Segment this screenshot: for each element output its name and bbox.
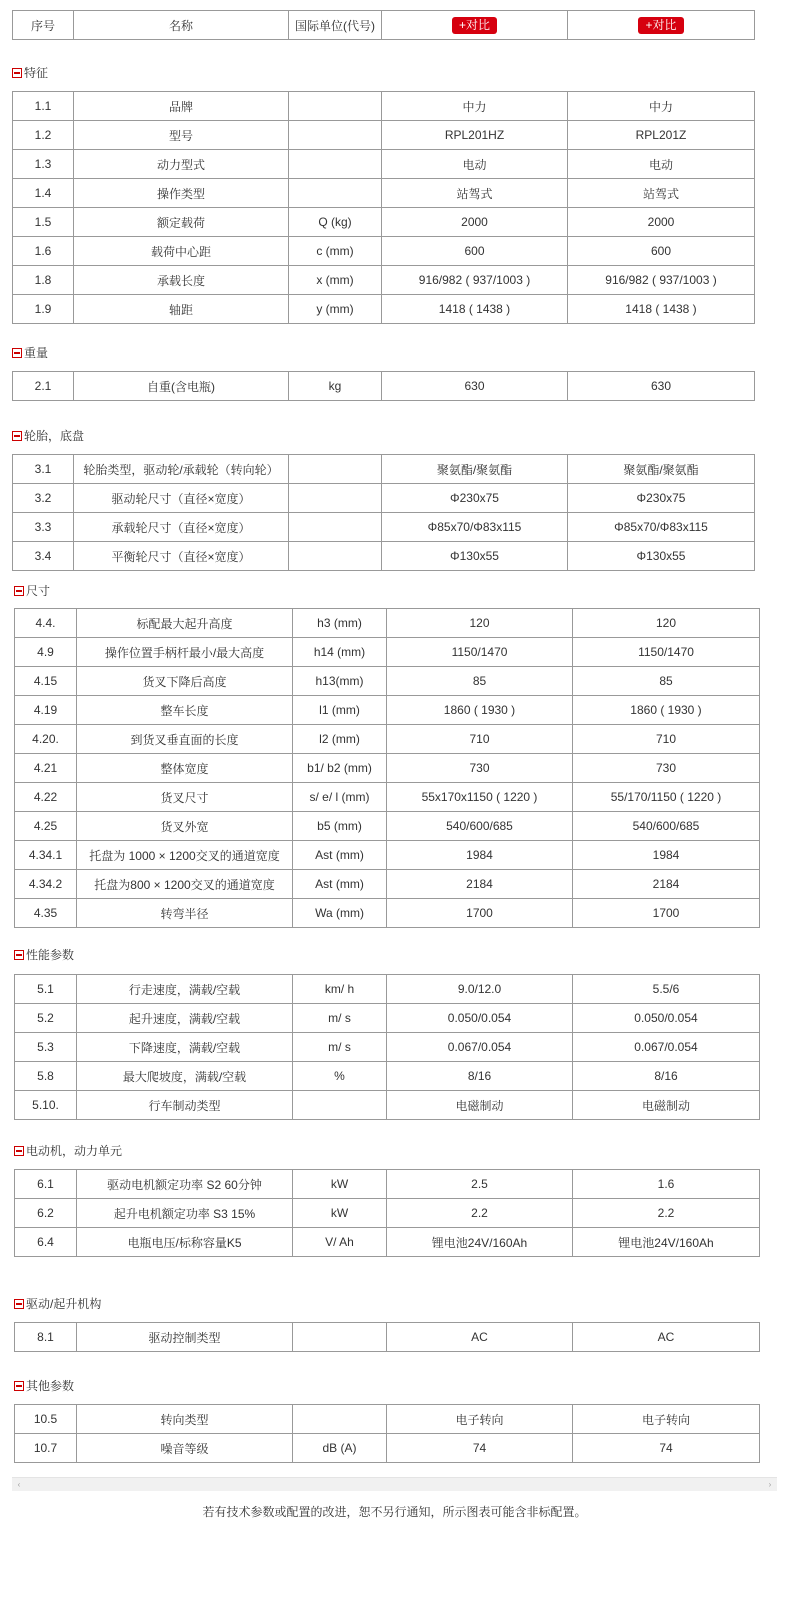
cell-no: 4.20.: [15, 725, 77, 754]
table-row: [15, 1091, 760, 1120]
cell-no: 1.4: [13, 179, 74, 208]
cell-no: 4.4.: [15, 609, 77, 638]
cell-b: 聚氨酯/聚氨酯: [568, 455, 755, 484]
cell-no: 1.8: [13, 266, 74, 295]
cell-no: 4.22: [15, 783, 77, 812]
cell-name: 托盘为 1000 × 1200交叉的通道宽度: [77, 841, 293, 870]
cell-unit: km/ h: [293, 975, 387, 1004]
spec-table: [12, 371, 755, 401]
cell-b: 540/600/685: [573, 812, 760, 841]
cell-unit: h13(mm): [293, 667, 387, 696]
spec-table: [14, 1404, 760, 1463]
table-row: [15, 1033, 760, 1062]
cell-name: 转向类型: [77, 1405, 293, 1434]
cell-a: 电子转向: [387, 1405, 573, 1434]
cell-b: 916/982 ( 937/1003 ): [568, 266, 755, 295]
cell-unit: h3 (mm): [293, 609, 387, 638]
cell-b: 8/16: [573, 1062, 760, 1091]
cell-no: 4.34.1: [15, 841, 77, 870]
table-row: [15, 667, 760, 696]
cell-name: 整车长度: [77, 696, 293, 725]
cell-a: 电动: [382, 150, 568, 179]
cell-b: 0.067/0.054: [573, 1033, 760, 1062]
section-title: 尺寸: [26, 584, 51, 598]
cell-b: 120: [573, 609, 760, 638]
cell-a: RPL201HZ: [382, 121, 568, 150]
spec-table: [14, 608, 760, 928]
cell-no: 1.9: [13, 295, 74, 324]
cell-b: 600: [568, 237, 755, 266]
cell-name: 行走速度，满载/空载: [77, 975, 293, 1004]
cell-name: 行车制动类型: [77, 1091, 293, 1120]
cell-unit: l2 (mm): [293, 725, 387, 754]
table-row: [13, 513, 755, 542]
cell-unit: s/ e/ l (mm): [293, 783, 387, 812]
section-heading[interactable]: [14, 948, 74, 962]
cell-name: 驱动电机额定功率 S2 60分钟: [77, 1170, 293, 1199]
table-row: [15, 975, 760, 1004]
scroll-right-icon[interactable]: ›: [768, 1480, 772, 1489]
cell-a: Φ230x75: [382, 484, 568, 513]
cell-b: 1418 ( 1438 ): [568, 295, 755, 324]
cell-b: 电动: [568, 150, 755, 179]
cell-unit: h14 (mm): [293, 638, 387, 667]
section-heading[interactable]: [12, 66, 48, 80]
cell-a: 8/16: [387, 1062, 573, 1091]
spec-table: [14, 1322, 760, 1352]
table-row: [13, 179, 755, 208]
cell-name: 自重(含电瓶): [74, 372, 289, 401]
collapse-icon[interactable]: [12, 68, 22, 78]
cell-unit: b5 (mm): [293, 812, 387, 841]
table-row: [15, 1228, 760, 1257]
cell-unit: kg: [289, 372, 382, 401]
cell-unit: c (mm): [289, 237, 382, 266]
header-row: [13, 11, 755, 40]
cell-no: 5.10.: [15, 1091, 77, 1120]
cell-name: 转弯半径: [77, 899, 293, 928]
section-title: 电动机，动力单元: [26, 1144, 123, 1158]
cell-a: 120: [387, 609, 573, 638]
cell-name: 货叉外宽: [77, 812, 293, 841]
cell-b: AC: [573, 1323, 760, 1352]
cell-b: 2000: [568, 208, 755, 237]
cell-no: 3.4: [13, 542, 74, 571]
cell-unit: V/ Ah: [293, 1228, 387, 1257]
table-row: [15, 1323, 760, 1352]
table-row: [15, 638, 760, 667]
cell-no: 6.2: [15, 1199, 77, 1228]
cell-unit: dB (A): [293, 1434, 387, 1463]
cell-name: 货叉下降后高度: [77, 667, 293, 696]
cell-no: 1.3: [13, 150, 74, 179]
cell-unit: %: [293, 1062, 387, 1091]
table-row: [15, 841, 760, 870]
header-unit: 国际单位(代号): [289, 11, 382, 40]
section-title: 轮胎，底盘: [24, 429, 85, 443]
cell-unit: [289, 513, 382, 542]
cell-a: 站驾式: [382, 179, 568, 208]
cell-unit: m/ s: [293, 1033, 387, 1062]
horizontal-scrollbar[interactable]: [12, 1477, 777, 1491]
cell-no: 3.1: [13, 455, 74, 484]
cell-a: 600: [382, 237, 568, 266]
cell-name: 品牌: [74, 92, 289, 121]
cell-unit: y (mm): [289, 295, 382, 324]
collapse-icon[interactable]: [12, 431, 22, 441]
cell-no: 3.2: [13, 484, 74, 513]
cell-no: 4.21: [15, 754, 77, 783]
cell-b: 55/170/1150 ( 1220 ): [573, 783, 760, 812]
cell-name: 操作类型: [74, 179, 289, 208]
cell-no: 10.5: [15, 1405, 77, 1434]
collapse-icon[interactable]: [14, 1381, 24, 1391]
cell-unit: Ast (mm): [293, 841, 387, 870]
cell-name: 额定载荷: [74, 208, 289, 237]
cell-name: 起升速度，满载/空载: [77, 1004, 293, 1033]
section-title: 性能参数: [26, 948, 75, 962]
cell-name: 整体宽度: [77, 754, 293, 783]
cell-a: 2184: [387, 870, 573, 899]
section-title: 特征: [24, 66, 49, 80]
cell-unit: [289, 455, 382, 484]
cell-no: 1.1: [13, 92, 74, 121]
cell-name: 驱动轮尺寸（直径×宽度）: [74, 484, 289, 513]
cell-unit: Ast (mm): [293, 870, 387, 899]
cell-no: 3.3: [13, 513, 74, 542]
header-name: 名称: [74, 11, 289, 40]
section-heading[interactable]: [14, 1144, 122, 1158]
table-row: [13, 372, 755, 401]
spec-table: [12, 454, 755, 571]
cell-a: 0.067/0.054: [387, 1033, 573, 1062]
table-row: [15, 870, 760, 899]
cell-unit: [289, 150, 382, 179]
cell-no: 4.25: [15, 812, 77, 841]
cell-no: 2.1: [13, 372, 74, 401]
table-row: [13, 484, 755, 513]
cell-unit: x (mm): [289, 266, 382, 295]
section-heading[interactable]: [14, 1379, 74, 1393]
cell-b: 710: [573, 725, 760, 754]
cell-b: 1.6: [573, 1170, 760, 1199]
cell-no: 5.8: [15, 1062, 77, 1091]
cell-no: 4.15: [15, 667, 77, 696]
cell-unit: [289, 179, 382, 208]
cell-b: 85: [573, 667, 760, 696]
cell-a: Φ130x55: [382, 542, 568, 571]
cell-a: 1418 ( 1438 ): [382, 295, 568, 324]
scroll-left-icon[interactable]: ‹: [17, 1480, 21, 1489]
cell-a: 中力: [382, 92, 568, 121]
cell-unit: l1 (mm): [293, 696, 387, 725]
cell-b: 1984: [573, 841, 760, 870]
table-row: [15, 725, 760, 754]
cell-b: 锂电池24V/160Ah: [573, 1228, 760, 1257]
cell-unit: kW: [293, 1199, 387, 1228]
header-no: 序号: [13, 11, 74, 40]
cell-a: 710: [387, 725, 573, 754]
cell-b: RPL201Z: [568, 121, 755, 150]
table-row: [13, 542, 755, 571]
table-row: [15, 783, 760, 812]
cell-b: 站驾式: [568, 179, 755, 208]
cell-a: 1150/1470: [387, 638, 573, 667]
cell-a: 聚氨酯/聚氨酯: [382, 455, 568, 484]
cell-a: 916/982 ( 937/1003 ): [382, 266, 568, 295]
cell-a: 1700: [387, 899, 573, 928]
cell-unit: kW: [293, 1170, 387, 1199]
cell-b: 5.5/6: [573, 975, 760, 1004]
section-title: 驱动/起升机构: [26, 1297, 102, 1311]
cell-a: AC: [387, 1323, 573, 1352]
cell-name: 托盘为800 × 1200交叉的通道宽度: [77, 870, 293, 899]
cell-b: 2184: [573, 870, 760, 899]
cell-a: 0.050/0.054: [387, 1004, 573, 1033]
cell-b: 1150/1470: [573, 638, 760, 667]
table-row: [13, 237, 755, 266]
cell-name: 承载长度: [74, 266, 289, 295]
cell-no: 6.1: [15, 1170, 77, 1199]
cell-name: 型号: [74, 121, 289, 150]
cell-unit: b1/ b2 (mm): [293, 754, 387, 783]
cell-no: 5.2: [15, 1004, 77, 1033]
cell-a: 730: [387, 754, 573, 783]
section-title: 重量: [24, 346, 49, 360]
cell-no: 8.1: [15, 1323, 77, 1352]
table-row: [15, 1405, 760, 1434]
cell-name: 噪音等级: [77, 1434, 293, 1463]
cell-no: 5.1: [15, 975, 77, 1004]
cell-unit: [293, 1323, 387, 1352]
cell-b: 1700: [573, 899, 760, 928]
cell-unit: [293, 1091, 387, 1120]
table-row: [13, 121, 755, 150]
table-row: [15, 1062, 760, 1091]
cell-unit: [289, 484, 382, 513]
cell-b: 0.050/0.054: [573, 1004, 760, 1033]
cell-b: 2.2: [573, 1199, 760, 1228]
cell-no: 4.34.2: [15, 870, 77, 899]
table-row: [15, 899, 760, 928]
cell-unit: Wa (mm): [293, 899, 387, 928]
cell-a: 74: [387, 1434, 573, 1463]
table-row: [13, 455, 755, 484]
table-row: [15, 812, 760, 841]
cell-name: 轴距: [74, 295, 289, 324]
cell-name: 电瓶电压/标称容量K5: [77, 1228, 293, 1257]
collapse-icon[interactable]: [14, 950, 24, 960]
cell-no: 6.4: [15, 1228, 77, 1257]
cell-b: 1860 ( 1930 ): [573, 696, 760, 725]
header-model-b: [568, 11, 755, 40]
cell-unit: [293, 1405, 387, 1434]
cell-a: 55x170x1150 ( 1220 ): [387, 783, 573, 812]
cell-name: 标配最大起升高度: [77, 609, 293, 638]
cell-no: 1.5: [13, 208, 74, 237]
cell-name: 最大爬坡度，满载/空载: [77, 1062, 293, 1091]
cell-b: 74: [573, 1434, 760, 1463]
cell-name: 货叉尺寸: [77, 783, 293, 812]
header-model-a: [382, 11, 568, 40]
cell-name: 载荷中心距: [74, 237, 289, 266]
cell-name: 到货叉垂直面的长度: [77, 725, 293, 754]
cell-name: 操作位置手柄杆最小/最大高度: [77, 638, 293, 667]
section-heading[interactable]: [12, 429, 84, 443]
table-row: [15, 1170, 760, 1199]
cell-unit: [289, 92, 382, 121]
table-row: [15, 754, 760, 783]
cell-unit: m/ s: [293, 1004, 387, 1033]
cell-b: 630: [568, 372, 755, 401]
table-row: [13, 208, 755, 237]
compare-button-a[interactable]: +对比: [452, 17, 497, 34]
table-row: [15, 696, 760, 725]
table-row: [13, 266, 755, 295]
footer-note: 若有技术参数或配置的改进，恕不另行通知，所示图表可能含非标配置。: [202, 1505, 587, 1519]
collapse-icon[interactable]: [14, 1299, 24, 1309]
cell-name: 下降速度，满载/空载: [77, 1033, 293, 1062]
section-heading[interactable]: [12, 346, 48, 360]
table-row: [13, 295, 755, 324]
collapse-icon[interactable]: [14, 1146, 24, 1156]
cell-a: Φ85x70/Φ83x115: [382, 513, 568, 542]
cell-unit: [289, 542, 382, 571]
cell-a: 630: [382, 372, 568, 401]
section-title: 其他参数: [26, 1379, 75, 1393]
cell-a: 2.5: [387, 1170, 573, 1199]
cell-a: 2000: [382, 208, 568, 237]
collapse-icon[interactable]: [14, 586, 24, 596]
table-row: [15, 1004, 760, 1033]
cell-a: 电磁制动: [387, 1091, 573, 1120]
cell-a: 85: [387, 667, 573, 696]
cell-name: 动力型式: [74, 150, 289, 179]
cell-no: 4.19: [15, 696, 77, 725]
compare-button-b[interactable]: +对比: [638, 17, 683, 34]
cell-no: 1.6: [13, 237, 74, 266]
cell-a: 9.0/12.0: [387, 975, 573, 1004]
section-heading[interactable]: [14, 584, 50, 598]
spec-table: [14, 974, 760, 1120]
cell-name: 轮胎类型，驱动轮/承载轮（转向轮）: [74, 455, 289, 484]
collapse-icon[interactable]: [12, 348, 22, 358]
cell-unit: Q (kg): [289, 208, 382, 237]
cell-b: 电子转向: [573, 1405, 760, 1434]
cell-no: 5.3: [15, 1033, 77, 1062]
cell-name: 平衡轮尺寸（直径×宽度）: [74, 542, 289, 571]
cell-name: 起升电机额定功率 S3 15%: [77, 1199, 293, 1228]
header-table: [12, 10, 755, 40]
cell-unit: [289, 121, 382, 150]
cell-no: 4.35: [15, 899, 77, 928]
cell-b: Φ85x70/Φ83x115: [568, 513, 755, 542]
cell-no: 4.9: [15, 638, 77, 667]
spec-table: [12, 91, 755, 324]
spec-table: [14, 1169, 760, 1257]
table-row: [15, 1434, 760, 1463]
cell-b: 电磁制动: [573, 1091, 760, 1120]
table-row: [13, 92, 755, 121]
cell-no: 10.7: [15, 1434, 77, 1463]
table-row: [13, 150, 755, 179]
cell-b: 中力: [568, 92, 755, 121]
cell-b: 730: [573, 754, 760, 783]
cell-name: 驱动控制类型: [77, 1323, 293, 1352]
cell-a: 1984: [387, 841, 573, 870]
table-row: [15, 609, 760, 638]
cell-a: 锂电池24V/160Ah: [387, 1228, 573, 1257]
cell-b: Φ130x55: [568, 542, 755, 571]
cell-no: 1.2: [13, 121, 74, 150]
section-heading[interactable]: [14, 1297, 101, 1311]
table-row: [15, 1199, 760, 1228]
cell-a: 1860 ( 1930 ): [387, 696, 573, 725]
cell-a: 540/600/685: [387, 812, 573, 841]
cell-b: Φ230x75: [568, 484, 755, 513]
cell-a: 2.2: [387, 1199, 573, 1228]
cell-name: 承载轮尺寸（直径×宽度）: [74, 513, 289, 542]
